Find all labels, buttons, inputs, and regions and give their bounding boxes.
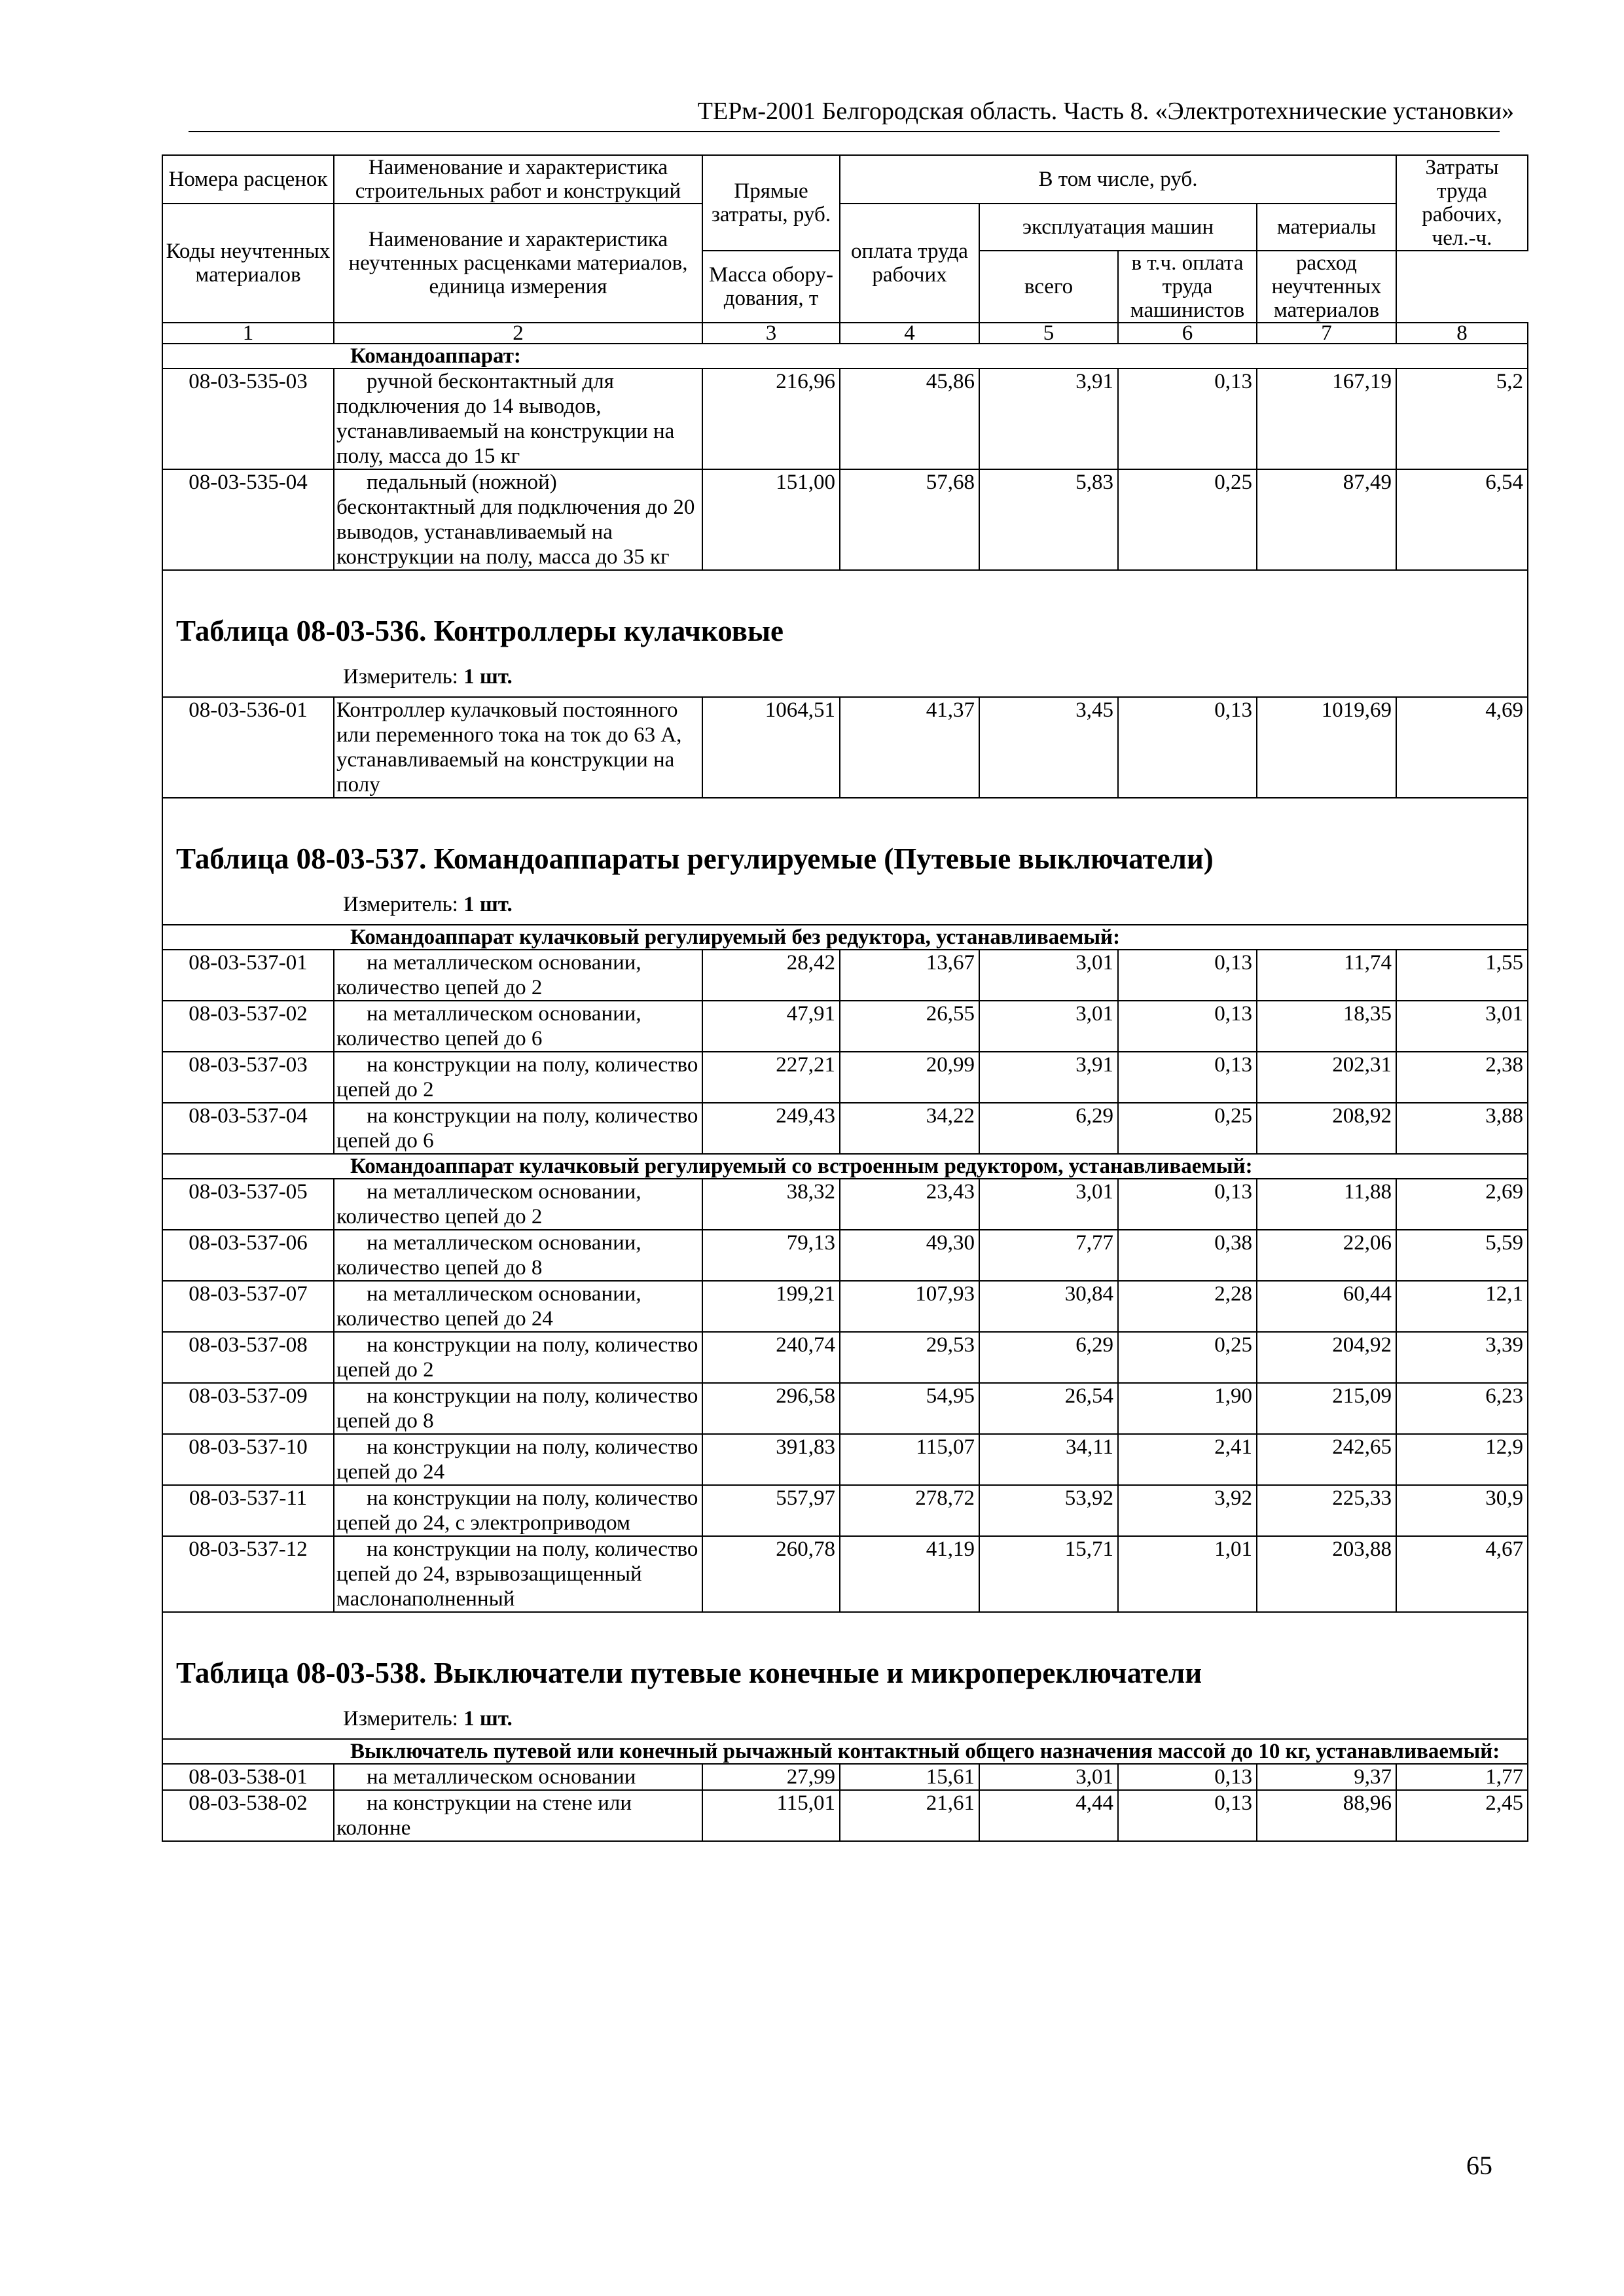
group-row [162, 925, 1528, 950]
worker-wages-value: 20,99 [840, 1052, 979, 1103]
labor-costs-value: 2,38 [1396, 1052, 1528, 1103]
rate-code: 08-03-535-03 [162, 368, 334, 469]
table-row [162, 1332, 1528, 1383]
group-limit-switch: Выключатель путевой или конечный рычажный контактный общего назначения массой до 10 кг, устанавливаемый: [162, 1739, 1528, 1764]
rate-code: 08-03-538-01 [162, 1764, 334, 1790]
table-538-measure-row [162, 1704, 1528, 1739]
table-row [162, 469, 1528, 570]
work-description-text: на конструкции на стене или колонне [336, 1791, 632, 1840]
rate-code: 08-03-537-08 [162, 1332, 334, 1383]
materials-cost-value: 167,19 [1257, 368, 1396, 469]
operator-wages-value: 0,13 [1118, 950, 1257, 1001]
operator-wages-value: 0,25 [1118, 1103, 1257, 1154]
direct-costs-value: 227,21 [702, 1052, 840, 1103]
worker-wages-value: 41,37 [840, 697, 979, 798]
work-description [334, 1790, 702, 1841]
machines-total-value: 53,92 [979, 1485, 1118, 1536]
group-row [162, 1739, 1528, 1764]
work-description-text: на конструкции на полу, количество цепей до 2 [336, 1053, 698, 1102]
labor-costs-value: 2,45 [1396, 1790, 1528, 1841]
operator-wages-value: 2,41 [1118, 1434, 1257, 1485]
rate-code: 08-03-535-04 [162, 469, 334, 570]
worker-wages-value: 23,43 [840, 1179, 979, 1230]
machines-total-value: 6,29 [979, 1103, 1118, 1154]
work-description-text: на металлическом основании, количество цепей до 8 [336, 1231, 641, 1280]
header-machine-operation: эксплуатация машин [979, 204, 1257, 251]
rate-code: 08-03-537-11 [162, 1485, 334, 1536]
labor-costs-value: 1,77 [1396, 1764, 1528, 1790]
work-description [334, 368, 702, 469]
column-number-1: 1 [162, 323, 334, 344]
measure-label: Измеритель: [343, 665, 458, 689]
measure-value: 1 шт. [463, 893, 513, 916]
table-row [162, 1764, 1528, 1790]
rate-code: 08-03-537-03 [162, 1052, 334, 1103]
materials-cost-value: 225,33 [1257, 1485, 1396, 1536]
column-number-5: 5 [979, 323, 1118, 344]
machines-total-value: 26,54 [979, 1383, 1118, 1434]
work-description-text: ручной бесконтактный для подключения до 14 выводов, устанавливаемый на конструкции на полу, масса до 15 кг [336, 370, 675, 468]
header-equipment-mass: Масса обору-дования, т [702, 251, 840, 323]
worker-wages-value: 26,55 [840, 1001, 979, 1052]
column-number-7: 7 [1257, 323, 1396, 344]
operator-wages-value: 1,90 [1118, 1383, 1257, 1434]
header-row-2 [162, 204, 1528, 251]
work-description-text: на конструкции на полу, количество цепей до 24, взрывозащищенный маслонаполненный [336, 1537, 698, 1611]
direct-costs-value: 47,91 [702, 1001, 840, 1052]
machines-total-value: 3,91 [979, 368, 1118, 469]
operator-wages-value: 0,13 [1118, 1790, 1257, 1841]
worker-wages-value: 45,86 [840, 368, 979, 469]
rate-code: 08-03-537-05 [162, 1179, 334, 1230]
rate-code: 08-03-537-06 [162, 1230, 334, 1281]
table-row [162, 1281, 1528, 1332]
machines-total-value: 3,01 [979, 1179, 1118, 1230]
worker-wages-value: 49,30 [840, 1230, 979, 1281]
direct-costs-value: 240,74 [702, 1332, 840, 1383]
operator-wages-value: 0,25 [1118, 469, 1257, 570]
table-row [162, 1001, 1528, 1052]
machines-total-value: 4,44 [979, 1790, 1118, 1841]
labor-costs-value: 5,59 [1396, 1230, 1528, 1281]
machines-total-value: 34,11 [979, 1434, 1118, 1485]
work-description-text: на конструкции на полу, количество цепей до 6 [336, 1104, 698, 1153]
table-row [162, 1383, 1528, 1434]
work-description [334, 1485, 702, 1536]
worker-wages-value: 54,95 [840, 1383, 979, 1434]
worker-wages-value: 107,93 [840, 1281, 979, 1332]
worker-wages-value: 13,67 [840, 950, 979, 1001]
header-including: В том числе, руб. [840, 155, 1396, 204]
work-description [334, 1434, 702, 1485]
work-description [334, 1001, 702, 1052]
direct-costs-value: 38,32 [702, 1179, 840, 1230]
work-description-text: педальный (ножной) бесконтактный для подключения до 20 выводов, устанавливаемый на конструкции на полу, масса до 35 кг [336, 471, 695, 569]
work-description-text: на металлическом основании, количество цепей до 2 [336, 951, 641, 999]
work-description [334, 1383, 702, 1434]
labor-costs-value: 6,54 [1396, 469, 1528, 570]
worker-wages-value: 21,61 [840, 1790, 979, 1841]
materials-cost-value: 60,44 [1257, 1281, 1396, 1332]
header-operator-wages: в т.ч. оплата труда машинистов [1118, 251, 1257, 323]
rate-code: 08-03-537-09 [162, 1383, 334, 1434]
labor-costs-value: 4,67 [1396, 1536, 1528, 1612]
work-description-text: на металлическом основании, количество цепей до 24 [336, 1282, 641, 1331]
materials-cost-value: 242,65 [1257, 1434, 1396, 1485]
operator-wages-value: 0,13 [1118, 1052, 1257, 1103]
table-row [162, 1179, 1528, 1230]
rates-table-body [162, 155, 1528, 1841]
operator-wages-value: 0,38 [1118, 1230, 1257, 1281]
work-description-text: на металлическом основании [367, 1765, 636, 1789]
labor-costs-value: 12,1 [1396, 1281, 1528, 1332]
table-538-measure [163, 1704, 1527, 1733]
materials-cost-value: 204,92 [1257, 1332, 1396, 1383]
work-description-text: на конструкции на полу, количество цепей до 2 [336, 1333, 698, 1382]
rate-code: 08-03-537-12 [162, 1536, 334, 1612]
materials-cost-value: 22,06 [1257, 1230, 1396, 1281]
header-direct-costs: Прямые затраты, руб. [702, 155, 840, 251]
column-number-6: 6 [1118, 323, 1257, 344]
running-header: ТЕРм-2001 Белгородская область. Часть 8. «Электротехнические установки» [697, 98, 1514, 125]
table-537-measure-row [162, 890, 1528, 925]
table-538-title: Таблица 08-03-538. Выключатели путевые конечные и микропереключатели [176, 1657, 1202, 1689]
work-description [334, 1332, 702, 1383]
rate-code: 08-03-537-01 [162, 950, 334, 1001]
table-538-title-cell [162, 1612, 1528, 1704]
labor-costs-value: 3,01 [1396, 1001, 1528, 1052]
machines-total-value: 15,71 [979, 1536, 1118, 1612]
table-538-measure-cell [162, 1704, 1528, 1739]
header-material-codes: Коды неучтенных материалов [162, 204, 334, 323]
direct-costs-value: 296,58 [702, 1383, 840, 1434]
worker-wages-value: 29,53 [840, 1332, 979, 1383]
table-row [162, 1485, 1528, 1536]
header-materials: материалы [1257, 204, 1396, 251]
direct-costs-value: 28,42 [702, 950, 840, 1001]
operator-wages-value: 0,25 [1118, 1332, 1257, 1383]
table-row [162, 368, 1528, 469]
work-description [334, 1281, 702, 1332]
header-labor-costs: Затраты труда рабочих, чел.-ч. [1396, 155, 1528, 251]
table-row [162, 697, 1528, 798]
materials-cost-value: 1019,69 [1257, 697, 1396, 798]
materials-cost-value: 11,88 [1257, 1179, 1396, 1230]
operator-wages-value: 0,13 [1118, 1001, 1257, 1052]
direct-costs-value: 199,21 [702, 1281, 840, 1332]
operator-wages-value: 0,13 [1118, 1764, 1257, 1790]
work-description [334, 469, 702, 570]
column-number-4: 4 [840, 323, 979, 344]
worker-wages-value: 115,07 [840, 1434, 979, 1485]
direct-costs-value: 79,13 [702, 1230, 840, 1281]
table-row [162, 1230, 1528, 1281]
operator-wages-value: 1,01 [1118, 1536, 1257, 1612]
materials-cost-value: 88,96 [1257, 1790, 1396, 1841]
table-537-measure [163, 890, 1527, 919]
header-rule [189, 131, 1500, 132]
machines-total-value: 7,77 [979, 1230, 1118, 1281]
operator-wages-value: 2,28 [1118, 1281, 1257, 1332]
column-number-2: 2 [334, 323, 702, 344]
materials-cost-value: 202,31 [1257, 1052, 1396, 1103]
column-number-row [162, 323, 1528, 344]
table-row [162, 1536, 1528, 1612]
table-row [162, 950, 1528, 1001]
materials-cost-value: 87,49 [1257, 469, 1396, 570]
materials-cost-value: 203,88 [1257, 1536, 1396, 1612]
table-536-measure-row [162, 662, 1528, 697]
table-536-measure [163, 662, 1527, 691]
header-material-name: Наименование и характеристика неучтенных расценками материалов, единица измерения [334, 204, 702, 323]
labor-costs-value: 5,2 [1396, 368, 1528, 469]
page-number: 65 [1466, 2151, 1492, 2180]
table-536-measure-cell [162, 662, 1528, 697]
table-row [162, 1790, 1528, 1841]
operator-wages-value: 0,13 [1118, 1179, 1257, 1230]
measure-label: Измеритель: [343, 1707, 458, 1731]
work-description-text: Контроллер кулачковый постоянного или переменного тока на ток до 63 А, устанавливаемый на конструкции на полу [336, 698, 682, 797]
work-description [334, 1230, 702, 1281]
work-description [334, 697, 702, 798]
labor-costs-value: 4,69 [1396, 697, 1528, 798]
work-description [334, 1179, 702, 1230]
table-538-title-row [162, 1612, 1528, 1704]
table-537-title-row [162, 798, 1528, 890]
rate-code: 08-03-536-01 [162, 697, 334, 798]
materials-cost-value: 208,92 [1257, 1103, 1396, 1154]
rate-code: 08-03-537-10 [162, 1434, 334, 1485]
direct-costs-value: 391,83 [702, 1434, 840, 1485]
header-worker-wages: оплата труда рабочих [840, 204, 979, 323]
machines-total-value: 6,29 [979, 1332, 1118, 1383]
direct-costs-value: 115,01 [702, 1790, 840, 1841]
work-description [334, 1052, 702, 1103]
work-description-text: на металлическом основании, количество цепей до 6 [336, 1002, 641, 1050]
group-komandoapparat: Командоаппарат: [162, 344, 1528, 368]
worker-wages-value: 57,68 [840, 469, 979, 570]
worker-wages-value: 41,19 [840, 1536, 979, 1612]
direct-costs-value: 1064,51 [702, 697, 840, 798]
group-no-reducer: Командоаппарат кулачковый регулируемый без редуктора, устанавливаемый: [162, 925, 1528, 950]
machines-total-value: 3,01 [979, 1001, 1118, 1052]
table-row [162, 1434, 1528, 1485]
worker-wages-value: 34,22 [840, 1103, 979, 1154]
machines-total-value: 30,84 [979, 1281, 1118, 1332]
labor-costs-value: 12,9 [1396, 1434, 1528, 1485]
group-with-reducer: Командоаппарат кулачковый регулируемый со встроенным редуктором, устанавливаемый: [162, 1154, 1528, 1179]
work-description [334, 950, 702, 1001]
work-description-text: на конструкции на полу, количество цепей до 24, с электроприводом [336, 1486, 698, 1535]
labor-costs-value: 30,9 [1396, 1485, 1528, 1536]
header-work-name: Наименование и характеристика строительных работ и конструкций [334, 155, 702, 204]
labor-costs-value: 3,88 [1396, 1103, 1528, 1154]
work-description [334, 1764, 702, 1790]
rate-code: 08-03-537-02 [162, 1001, 334, 1052]
table-537-measure-cell [162, 890, 1528, 925]
table-536-title-cell [162, 570, 1528, 662]
column-number-8: 8 [1396, 323, 1528, 344]
work-description [334, 1103, 702, 1154]
machines-total-value: 3,91 [979, 1052, 1118, 1103]
direct-costs-value: 216,96 [702, 368, 840, 469]
materials-cost-value: 215,09 [1257, 1383, 1396, 1434]
rate-code: 08-03-537-07 [162, 1281, 334, 1332]
labor-costs-value: 6,23 [1396, 1383, 1528, 1434]
operator-wages-value: 0,13 [1118, 368, 1257, 469]
direct-costs-value: 557,97 [702, 1485, 840, 1536]
direct-costs-value: 151,00 [702, 469, 840, 570]
column-number-3: 3 [702, 323, 840, 344]
materials-cost-value: 18,35 [1257, 1001, 1396, 1052]
work-description-text: на конструкции на полу, количество цепей до 8 [336, 1384, 698, 1433]
group-row [162, 1154, 1528, 1179]
labor-costs-value: 2,69 [1396, 1179, 1528, 1230]
measure-value: 1 шт. [463, 665, 513, 689]
operator-wages-value: 3,92 [1118, 1485, 1257, 1536]
rates-table [162, 154, 1528, 1842]
machines-total-value: 3,45 [979, 697, 1118, 798]
header-machines-total: всего [979, 251, 1118, 323]
header-rate-numbers: Номера расценок [162, 155, 334, 204]
operator-wages-value: 0,13 [1118, 697, 1257, 798]
work-description [334, 1536, 702, 1612]
labor-costs-value: 1,55 [1396, 950, 1528, 1001]
group-row [162, 344, 1528, 368]
direct-costs-value: 249,43 [702, 1103, 840, 1154]
rate-code: 08-03-537-04 [162, 1103, 334, 1154]
header-row-1 [162, 155, 1528, 204]
work-description-text: на металлическом основании, количество цепей до 2 [336, 1180, 641, 1229]
materials-cost-value: 9,37 [1257, 1764, 1396, 1790]
machines-total-value: 3,01 [979, 1764, 1118, 1790]
table-537-title-cell [162, 798, 1528, 890]
work-description-text: на конструкции на полу, количество цепей до 24 [336, 1435, 698, 1484]
header-unaccounted-materials: расход неучтенных материалов [1257, 251, 1396, 323]
materials-cost-value: 11,74 [1257, 950, 1396, 1001]
worker-wages-value: 278,72 [840, 1485, 979, 1536]
labor-costs-value: 3,39 [1396, 1332, 1528, 1383]
direct-costs-value: 27,99 [702, 1764, 840, 1790]
direct-costs-value: 260,78 [702, 1536, 840, 1612]
measure-value: 1 шт. [463, 1707, 513, 1731]
machines-total-value: 3,01 [979, 950, 1118, 1001]
rate-code: 08-03-538-02 [162, 1790, 334, 1841]
table-536-title-row [162, 570, 1528, 662]
machines-total-value: 5,83 [979, 469, 1118, 570]
table-537-title: Таблица 08-03-537. Командоаппараты регулируемые (Путевые выключатели) [176, 842, 1214, 875]
worker-wages-value: 15,61 [840, 1764, 979, 1790]
table-row [162, 1052, 1528, 1103]
measure-label: Измеритель: [343, 893, 458, 916]
table-536-title: Таблица 08-03-536. Контроллеры кулачковые [176, 615, 784, 647]
table-row [162, 1103, 1528, 1154]
